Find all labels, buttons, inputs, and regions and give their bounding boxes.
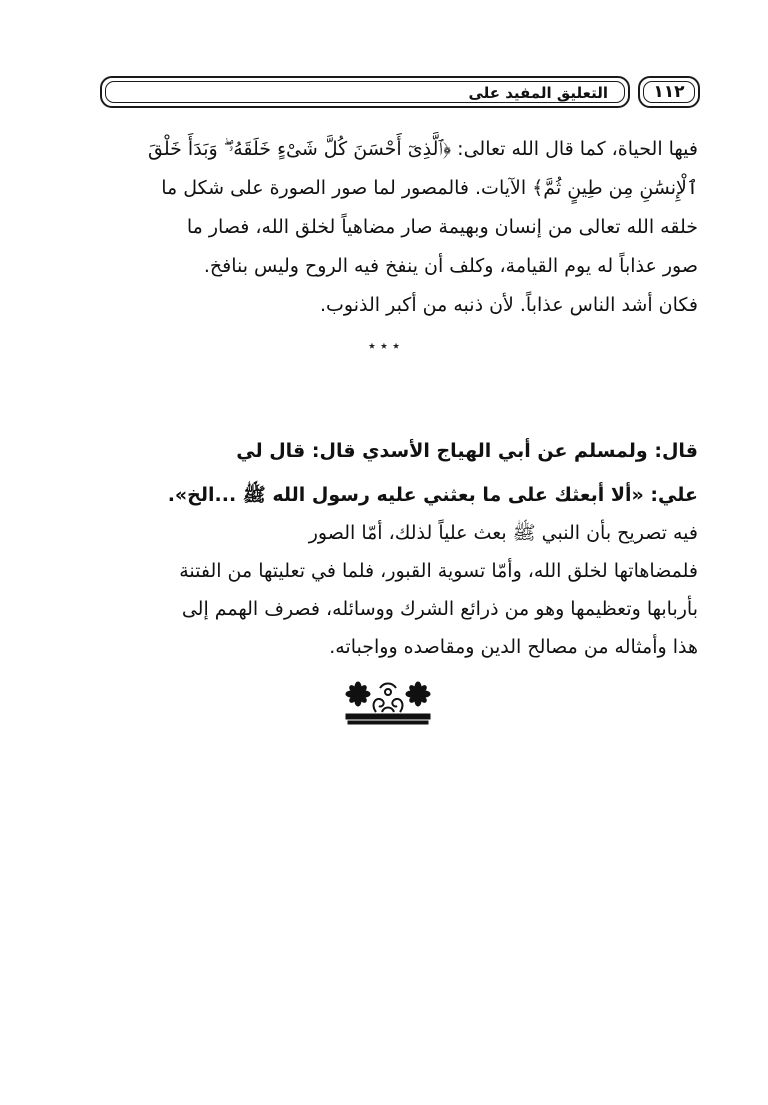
text-line: ٱلْإِنسَٰنِ مِن طِينٍ ثُمَّ﴾ الآيات. فالمصور لما صور الصورة على شكل ما [161,177,698,199]
page-number: ١١٢ [653,82,685,102]
text-line: فلمضاهاتها لخلق الله، وأمّا تسوية القبور، فلما في تعليتها من الفتنة [179,560,698,582]
text-line: فيه تصريح بأن النبي ﷺ بعث علياً لذلك، أمّا الصور [308,522,698,544]
page-header [100,76,700,110]
paragraph-commentary [98,130,698,325]
text-line: خلقه الله تعالى من إنسان وبهيمة صار مضاهياً لخلق الله، فصار ما [186,216,698,238]
text-line: علي: «ألا أبعثك على ما بعثني عليه رسول الله ﷺ ...الخ». [167,484,698,506]
header-title-frame [100,76,630,108]
text-line: صور عذاباً له يوم القيامة، وكلف أن ينفخ فيه الروح وليس بنافخ. [203,255,698,277]
text-line: فكان أشد الناس عذاباً. لأن ذنبه من أكبر الذنوب. [319,294,698,316]
text-line: قال: ولمسلم عن أبي الهياج الأسدي قال: قال لي [236,440,698,462]
section-separator: ٭ ٭ ٭ [368,338,400,354]
page-number-frame [638,76,700,108]
text-line: فيها الحياة، كما قال الله تعالى: ﴿ٱلَّذِىٓ أَحْسَنَ كُلَّ شَىْءٍ خَلَقَهُۥ ۖ وَبَدَأَ خَلْقَ [148,138,698,160]
paragraph-explanation [98,476,698,666]
hadith-quote [98,432,698,471]
text-line: هذا وأمثاله من مصالح الدين ومقاصده وواجباته. [329,636,698,658]
header-title: التعليق المفيد على [468,84,608,102]
floral-ornament-icon [340,678,436,726]
text-line: بأربابها وتعظيمها وهو من ذرائع الشرك ووسائله، فصرف الهمم إلى [181,598,698,620]
